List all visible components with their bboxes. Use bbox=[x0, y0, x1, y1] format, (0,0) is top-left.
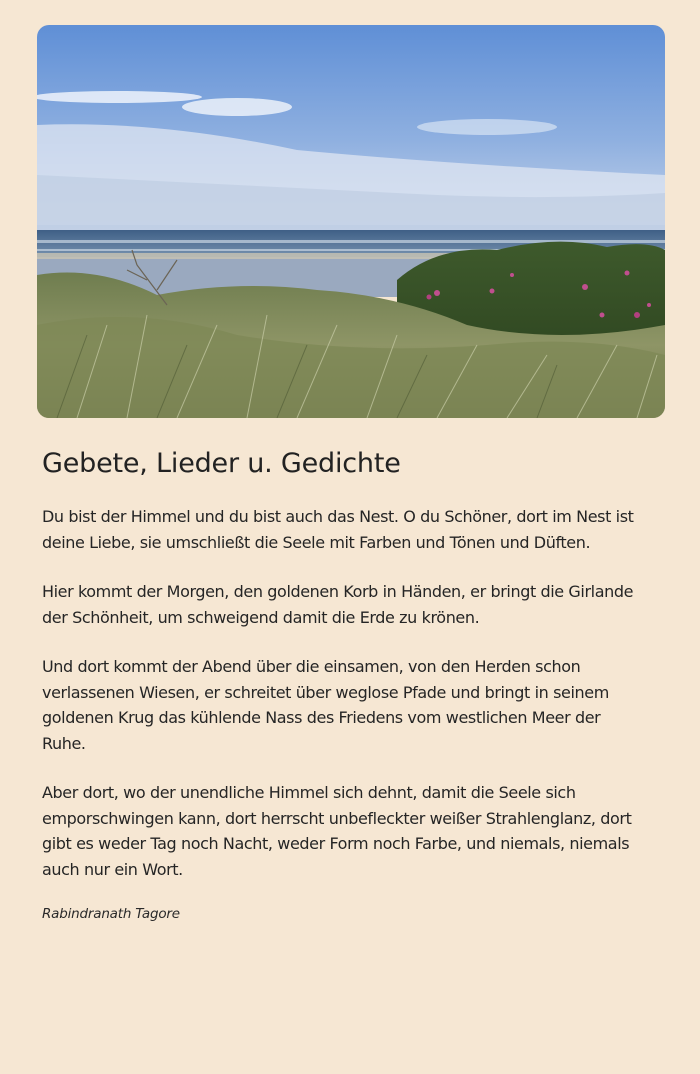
article bbox=[42, 446, 642, 922]
paragraph-2: Hier kommt der Morgen, den goldenen Korb in Händen, er bringt die Girlande der Schönheit, um schweigend damit die Erde zu krönen. bbox=[42, 582, 634, 627]
paragraph-3: Und dort kommt der Abend über die einsamen, von den Herden schon verlassenen Wiesen, er schreitet über weglose Pfade und bringt in seinem goldenen Krug das kühlende Nass des Friedens vom westlichen Meer der Ruhe. bbox=[42, 657, 609, 753]
author: Rabindranath Tagore bbox=[42, 906, 180, 922]
page-title: Gebete, Lieder u. Gedichte bbox=[42, 448, 401, 479]
hero-image bbox=[37, 25, 665, 418]
beach-dunes-photo bbox=[37, 25, 665, 418]
paragraph-4: Aber dort, wo der unendliche Himmel sich dehnt, damit die Seele sich emporschwingen kann, dort herrscht unbefleckter weißer Strahlenglanz, dort gibt es weder Tag noch Nacht, weder Form noch Farbe, und niemals, niemals auch nur ein Wort. bbox=[42, 783, 632, 879]
paragraph-1: Du bist der Himmel und du bist auch das Nest. O du Schöner, dort im Nest ist deine Liebe, sie umschließt die Seele mit Farben und Tönen und Düften. bbox=[42, 507, 634, 552]
